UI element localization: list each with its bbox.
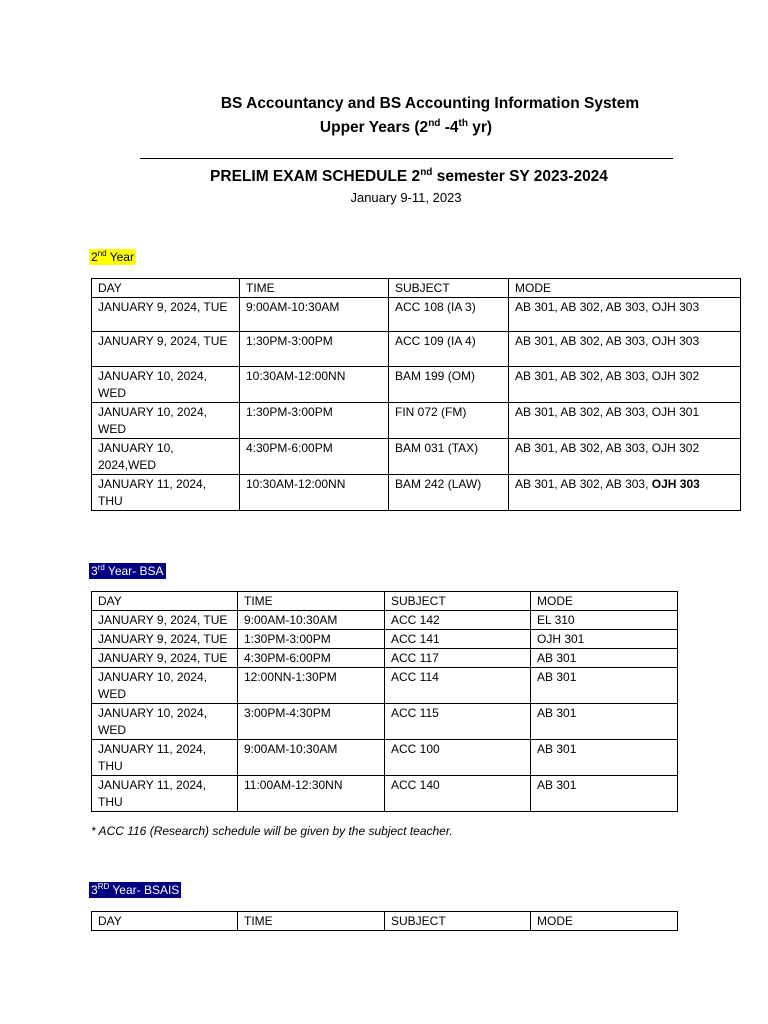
third-year-bsais-label: 3RD Year- BSAIS [91, 882, 180, 897]
title-underline [140, 158, 673, 159]
mode-cell: OJH 301 [531, 630, 678, 649]
mode-cell: AB 301 [531, 776, 678, 812]
mode-cell: AB 301 [531, 740, 678, 776]
mode-cell: AB 301, AB 302, AB 303, OJH 302 [509, 367, 741, 403]
research-note: * ACC 116 (Research) schedule will be given by the subject teacher. [91, 824, 453, 838]
column-header: DAY [92, 592, 238, 611]
subject-cell: ACC 141 [385, 630, 531, 649]
bold-room: OJH 303 [651, 477, 700, 491]
second-year-label: 2nd Year [91, 249, 134, 264]
time-cell: 12:00NN-1:30PM [238, 668, 385, 704]
table-row [92, 740, 678, 776]
subject-cell: ACC 108 (IA 3) [389, 298, 509, 332]
exam-date: January 9-11, 2023 [350, 190, 462, 205]
column-header: MODE [531, 592, 678, 611]
day-cell: JANUARY 11, 2024, THU [92, 740, 238, 776]
day-cell: JANUARY 10, 2024, WED [92, 367, 240, 403]
table-row [92, 475, 741, 511]
day-cell: JANUARY 9, 2024, TUE [92, 630, 238, 649]
mode-cell: AB 301, AB 302, AB 303, OJH 301 [509, 403, 741, 439]
time-cell: 10:30AM-12:00NN [240, 367, 389, 403]
column-header: DAY [92, 912, 238, 931]
third-year-bsais-table [91, 911, 678, 931]
column-header: MODE [531, 912, 678, 931]
day-cell: JANUARY 11, 2024, THU [92, 776, 238, 812]
time-cell: 3:00PM-4:30PM [238, 704, 385, 740]
day-cell: JANUARY 9, 2024, TUE [92, 649, 238, 668]
column-header: MODE [509, 279, 741, 298]
table-header-row [92, 279, 741, 298]
subject-cell: ACC 115 [385, 704, 531, 740]
column-header: SUBJECT [389, 279, 509, 298]
third-year-bsa-table [91, 591, 678, 812]
subject-cell: ACC 114 [385, 668, 531, 704]
exam-schedule-heading: PRELIM EXAM SCHEDULE 2nd semester SY 2023-2024 [210, 166, 608, 185]
mode-cell: AB 301, AB 302, AB 303, OJH 303 [509, 332, 741, 367]
day-cell: JANUARY 9, 2024, TUE [92, 332, 240, 367]
table-row [92, 298, 741, 332]
time-cell: 4:30PM-6:00PM [238, 649, 385, 668]
day-cell: JANUARY 10, 2024, WED [92, 704, 238, 740]
column-header: TIME [238, 592, 385, 611]
day-cell: JANUARY 9, 2024, TUE [92, 611, 238, 630]
third-year-bsa-label: 3rd Year- BSA [91, 563, 164, 578]
subject-cell: ACC 117 [385, 649, 531, 668]
mode-cell: AB 301 [531, 649, 678, 668]
day-cell: JANUARY 9, 2024, TUE [92, 298, 240, 332]
subject-cell: BAM 031 (TAX) [389, 439, 509, 475]
mode-cell: AB 301 [531, 704, 678, 740]
table-row [92, 611, 678, 630]
upper-years-heading: Upper Years (2nd -4th yr) [319, 117, 493, 136]
day-cell: JANUARY 10, 2024, WED [92, 403, 240, 439]
column-header: TIME [238, 912, 385, 931]
time-cell: 11:00AM-12:30NN [238, 776, 385, 812]
table-row [92, 630, 678, 649]
day-cell: JANUARY 11, 2024, THU [92, 475, 240, 511]
table-header-row [92, 912, 678, 931]
second-year-table [91, 278, 741, 511]
subject-cell: BAM 199 (OM) [389, 367, 509, 403]
table-row [92, 367, 741, 403]
subject-cell: FIN 072 (FM) [389, 403, 509, 439]
subject-cell: ACC 142 [385, 611, 531, 630]
table-row [92, 332, 741, 367]
time-cell: 9:00AM-10:30AM [238, 611, 385, 630]
subject-cell: BAM 242 (LAW) [389, 475, 509, 511]
time-cell: 1:30PM-3:00PM [238, 630, 385, 649]
day-cell: JANUARY 10, 2024,WED [92, 439, 240, 475]
table-row [92, 704, 678, 740]
mode-cell: AB 301, AB 302, AB 303, OJH 303 [509, 475, 741, 511]
document-title: BS Accountancy and BS Accounting Information System [220, 95, 640, 112]
subject-cell: ACC 109 (IA 4) [389, 332, 509, 367]
table-row [92, 776, 678, 812]
time-cell: 4:30PM-6:00PM [240, 439, 389, 475]
time-cell: 1:30PM-3:00PM [240, 332, 389, 367]
mode-cell: AB 301, AB 302, AB 303, OJH 302 [509, 439, 741, 475]
time-cell: 9:00AM-10:30AM [240, 298, 389, 332]
day-cell: JANUARY 10, 2024, WED [92, 668, 238, 704]
time-cell: 9:00AM-10:30AM [238, 740, 385, 776]
table-row [92, 668, 678, 704]
subject-cell: ACC 140 [385, 776, 531, 812]
column-header: SUBJECT [385, 592, 531, 611]
column-header: SUBJECT [385, 912, 531, 931]
column-header: TIME [240, 279, 389, 298]
time-cell: 1:30PM-3:00PM [240, 403, 389, 439]
column-header: DAY [92, 279, 240, 298]
table-row [92, 403, 741, 439]
table-row [92, 439, 741, 475]
table-row [92, 649, 678, 668]
mode-cell: AB 301 [531, 668, 678, 704]
time-cell: 10:30AM-12:00NN [240, 475, 389, 511]
mode-cell: EL 310 [531, 611, 678, 630]
table-header-row [92, 592, 678, 611]
subject-cell: ACC 100 [385, 740, 531, 776]
mode-cell: AB 301, AB 302, AB 303, OJH 303 [509, 298, 741, 332]
